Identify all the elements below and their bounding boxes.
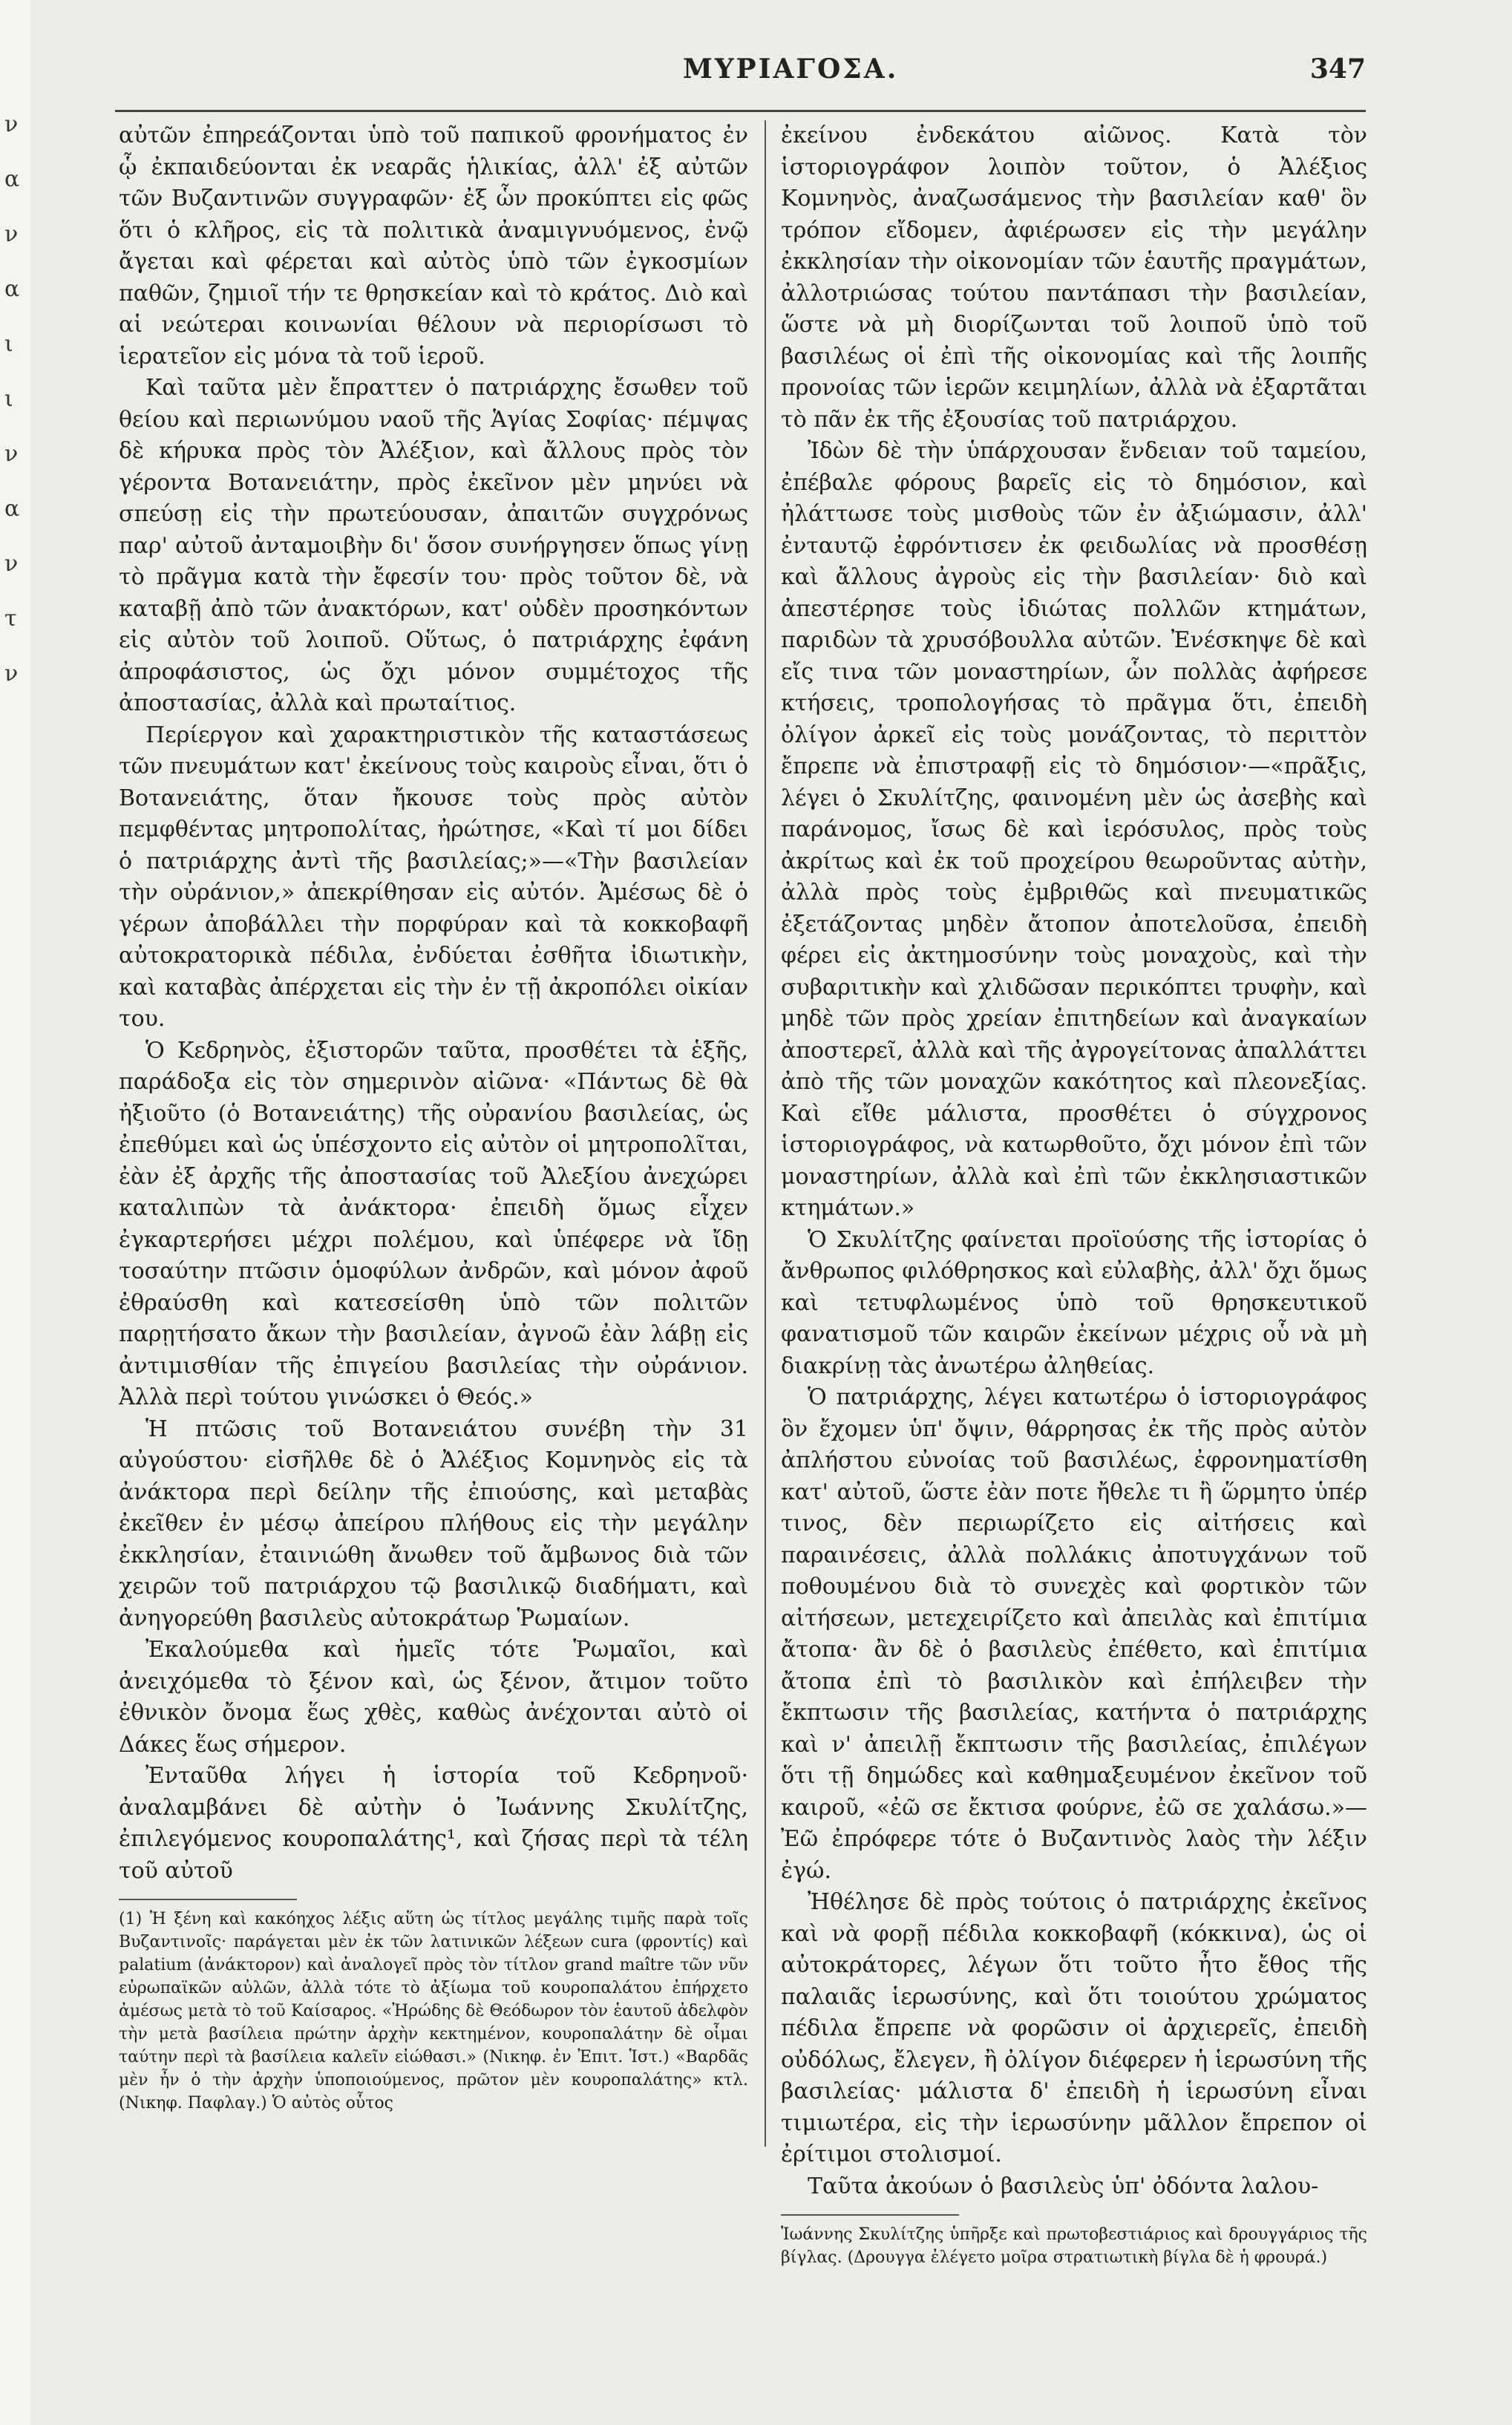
margin-letter: τ	[4, 606, 17, 632]
margin-letter: ι	[4, 386, 13, 412]
left-paragraph-7: Ἐνταῦθα λήγει ἡ ἱστορία τοῦ Κεδρηνοῦ· ἀναλαμβάνει δὲ αὐτὴν ὁ Ἰωάννης Σκυλίτζης, ἐπιλεγόμενος κουροπαλάτης¹, καὶ ζήσας περὶ τὰ τέλη τοῦ αὐτοῦ	[119, 1763, 748, 1884]
footnote-continuation: Ἰωάννης Σκυλίτζης ὑπῆρξε καὶ πρωτοβεστιάριος καὶ δρουγγάριος τῆς βίγλας. (Δρουγγα ἐλέγετο μοῖρα στρατιωτικὴ βίγλα δὲ ἡ φρουρά.)	[781, 2225, 1367, 2267]
margin-letter: ν	[4, 551, 19, 577]
left-paragraph-4: Ὁ Κεδρηνὸς, ἐξιστορῶν ταῦτα, προσθέτει τὰ ἑξῆς, παράδοξα εἰς τὸν σημερινὸν αἰῶνα· «Πάντως δὲ θὰ ἠξιοῦτο (ὁ Βοτανειάτης) τῆς οὐρανίου βασιλείας, ὡς ἐπεθύμει καὶ ὡς ὑπέσχοντο εἰς αὐτὸν οἱ μητροπολῖται, ἐὰν ἐξ ἀρχῆς τῆς ἀποστασίας τοῦ Ἀλεξίου ἀνεχώρει καταλιπὼν τὰ ἀνάκτορα· ἐπειδὴ ὅμως εἶχεν ἐγκαρτερήσει μέχρι πολέμου, καὶ ὑπέφερε νὰ ἴδῃ τοσαύτην πτῶσιν ὁμοφύλων ἀνδρῶν, καὶ μόνον ἀφοῦ ἐθραύσθη καὶ κατεσείσθη ὑπὸ τῶν πολιτῶν παρῃτήσατο ἄκων τὴν βασιλείαν, ἀγνοῶ ἐὰν λάβῃ εἰς ἀντιμισθίαν τῆς ἐπιγείου βασιλείας τὴν οὐράνιον. Ἀλλὰ περὶ τούτου γινώσκει ὁ Θεός.»	[119, 1037, 748, 1410]
left-paragraph-3: Περίεργον καὶ χαρακτηριστικὸν τῆς καταστάσεως τῶν πνευμάτων κατ' ἐκείνους τοὺς καιροὺς εἶναι, ὅτι ὁ Βοτανειάτης, ὅταν ἤκουσε τοὺς πρὸς αὐτὸν πεμφθέντας μητροπολίτας, ἠρώτησε, «Καὶ τί μοι δίδει ὁ πατριάρχης ἀντὶ τῆς βασιλείας;»—«Τὴν βασιλείαν τὴν οὐράνιον,» ἀπεκρίθησαν εἰς αὐτόν. Ἀμέσως δὲ ὁ γέρων ἀποβάλλει τὴν πορφύραν καὶ τὰ κοκκοβαφῆ αὐτοκρατορικὰ πέδιλα, ἐνδύεται ἐσθῆτα ἰδιωτικὴν, καὶ καταβὰς ἀπέρχεται εἰς τὴν ἐν τῇ ἀκροπόλει οἰκίαν του.	[119, 721, 748, 1032]
right-paragraph-4: Ὁ πατριάρχης, λέγει κατωτέρω ὁ ἱστοριογράφος ὃν ἔχομεν ὑπ' ὄψιν, θάρρησας ἐκ τῆς πρὸς αὐτὸν ἀπλήστου εὐνοίας τοῦ βασιλέως, ἐφρονηματίσθη κατ' αὐτοῦ, ὥστε ἐὰν ποτε ἤθελε τι ἢ ὥρμητο ὑπέρ τινος, δὲν περιωρίζετο εἰς αἰτήσεις καὶ παραινέσεις, ἀλλὰ πολλάκις ἀποτυγχάνων τοῦ ποθουμένου διὰ τὸ συνεχὲς καὶ φορτικὸν τῶν αἰτήσεων, μετεχειρίζετο καὶ ἀπειλὰς καὶ ἐπιτίμια ἄτοπα· ἂν δὲ ὁ βασιλεὺς ἐπέθετο, καὶ ἐπιτίμια ἄτοπα ἐπὶ τὸ βασιλικὸν καὶ ἐπήλειβεν τὴν ἔκπτωσιν τῆς βασιλείας, κατήντα ὁ πατριάρχης καὶ ν' ἀπειλῇ ἔκπτωσιν τῆς βασιλείας, ἐπιλέγων ὅτι τῇ δημώδες καὶ καθημαξευμένον ἐκεῖνον τοῦ καιροῦ, «ἐῶ σε ἔκτισα φούρνε, ἐῶ σε χαλάσω.»—Ἐῶ ἐπρόφερε τότε ὁ Βυζαντινὸς λαὸς τὴν λέξιν ἐγώ.	[781, 1384, 1367, 1884]
left-paragraph-2: Καὶ ταῦτα μὲν ἔπραττεν ὁ πατριάρχης ἔσωθεν τοῦ θείου καὶ περιωνύμου ναοῦ τῆς Ἁγίας Σοφίας· πέμψας δὲ κήρυκα πρὸς τὸν Ἀλέξιον, καὶ ἄλλους πρὸς τὸν γέροντα Βοτανειάτην, πρὸς ἐκεῖνον μὲν μηνύει νὰ σπεύσῃ εἰς τὴν πρωτεύουσαν, ἀπαιτῶν συγχρόνως παρ' αὐτοῦ ἀνταμοιβὴν δι' ὅσον συνήργησεν ὅπως γίνῃ τὸ πρᾶγμα κατὰ τὴν ἔφεσίν του· πρὸς τοῦτον δὲ, νὰ καταβῇ ἀπὸ τῶν ἀνακτόρων, κατ' οὐδὲν προσηκόντων εἰς αὐτὸν τοῦ λοιποῦ. Οὕτως, ὁ πατριάρχης ἐφάνη ἀπροφάσιστος, ὡς ὄχι μόνον συμμέτοχος τῆς ἀποστασίας, ἀλλὰ καὶ πρωταίτιος.	[119, 375, 748, 716]
running-head	[119, 53, 1366, 98]
running-title: ΜΥΡΙΑΓΟΣΑ.	[683, 53, 899, 85]
margin-letter: ν	[4, 111, 19, 137]
left-column	[119, 120, 748, 2115]
right-paragraph-6: Ταῦτα ἀκούων ὁ βασιλεὺς ὑπ' ὀδόντα λαλου-	[808, 2173, 1319, 2199]
column-divider	[765, 120, 766, 2147]
right-paragraph-5: Ἠθέλησε δὲ πρὸς τούτοις ὁ πατριάρχης ἐκεῖνος καὶ νὰ φορῇ πέδιλα κοκκοβαφῆ (κόκκινα), ὡς οἱ αὐτοκράτορες, λέγων ὅτι τοῦτο ἦτο ἔθος τῆς παλαιᾶς ἱερωσύνης, καὶ ὅτι τοιούτου χρώματος πέδιλα ἔπρεπε νὰ φορῶσιν οἱ ἀρχιερεῖς, ἐπειδὴ οὐδόλως, ἔλεγεν, ἢ ὀλίγον διέφερεν ἡ ἱερωσύνη τῆς βασιλείας· μάλιστα δ' ἐπειδὴ ἡ ἱερωσύνη εἶναι τιμιωτέρα, εἰς τὴν ἱερωσύνην μᾶλλον ἔπρεπον οἱ ἐρίτιμοι στολισμοί.	[781, 1889, 1367, 2167]
left-paragraph-5: Ἡ πτῶσις τοῦ Βοτανειάτου συνέβη τὴν 31 αὐγούστου· εἰσῆλθε δὲ ὁ Ἀλέξιος Κομνηνὸς εἰς τὰ ἀνάκτορα περὶ δείλην τῆς ἐπιούσης, καὶ μεταβὰς ἐκεῖθεν ἐν μέσῳ ἀπείρου πλήθους εἰς τὴν μεγάλην ἐκκλησίαν, ἐταινιώθη ἄνωθεν τοῦ ἄμβωνος διὰ τῶν χειρῶν τοῦ πατριάρχου τῷ βασιλικῷ διαδήματι, καὶ ἀνηγορεύθη βασιλεὺς αὐτοκράτωρ Ῥωμαίων.	[119, 1416, 748, 1632]
margin-letter: ι	[4, 331, 13, 357]
margin-letter: ν	[4, 441, 19, 467]
margin-letter: α	[4, 276, 20, 302]
margin-letter: α	[4, 166, 20, 192]
right-column	[781, 120, 1367, 2269]
margin-letter: ν	[4, 221, 19, 247]
margin-letters	[4, 111, 25, 716]
footnote-rule-right	[781, 2214, 959, 2216]
adjacent-page-margin	[0, 0, 31, 2425]
right-paragraph-3: Ὁ Σκυλίτζης φαίνεται προϊούσης τῆς ἱστορίας ὁ ἄνθρωπος φιλόθρησκος καὶ εὐλαβὴς, ἀλλ' ὄχι ὅμως καὶ τετυφλωμένος ὑπὸ τοῦ θρησκευτικοῦ φανατισμοῦ τῶν καιρῶν ἐκείνων μέχρις οὗ νὰ μὴ διακρίνῃ τὰς ἀνωτέρω ἀληθείας.	[781, 1226, 1367, 1379]
margin-letter: ν	[4, 661, 19, 687]
left-paragraph-6: Ἐκαλούμεθα καὶ ἡμεῖς τότε Ῥωμαῖοι, καὶ ἀνειχόμεθα τὸ ξένον καὶ, ὡς ξένον, ἄτιμον τοῦτο ἐθνικὸν ὄνομα ἕως χθὲς, καθὼς ἀνέχονται αὐτὸ οἱ Δάκες ἕως σήμερον.	[119, 1637, 748, 1758]
footnote-1: (1) Ἡ ξένη καὶ κακόηχος λέξις αὕτη ὡς τίτλος μεγάλης τιμῆς παρὰ τοῖς Βυζαντινοῖς· παράγεται μὲν ἐκ τῶν λατινικῶν λέξεων cura (φροντίς) καὶ palatium (ἀνάκτορον) καὶ ἀναλογεῖ πρὸς τὸν τίτλον grand maître τῶν νῦν εὐρωπαϊκῶν αὐλῶν, ἀλλὰ τότε τὸ ἀξίωμα τοῦ κουροπαλάτου ἐπήρχετο ἀμέσως μετὰ τὸ τοῦ Καίσαρος. «Ἠρώδης δὲ Θεόδωρον τὸν ἑαυτοῦ ἀδελφὸν τὴν μετὰ βασίλεια πρώτην ἀρχὴν κεκτημένον, κουροπαλάτην δὲ οἶμαι ταύτην περὶ τὰ βασίλεια καλεῖν εἰώθασι.» (Νικηφ. ἐν Ἐπιτ. Ἱστ.) «Βαρδᾶς μὲν ἦν ὁ τὴν ἀρχὴν ὑποποιούμενος, πρῶτον μὲν κουροπαλάτης» κτλ. (Νικηφ. Παφλαγ.) Ὁ αὐτὸς οὗτος	[119, 1910, 748, 2113]
margin-letter: α	[4, 496, 20, 522]
header-rule	[115, 110, 1366, 112]
page-number: 347	[1309, 53, 1366, 85]
footnote-rule	[119, 1899, 297, 1900]
left-paragraph-1: αὐτῶν ἐπηρεάζονται ὑπὸ τοῦ παπικοῦ φρονήματος ἐν ᾧ ἐκπαιδεύονται ἐκ νεαρᾶς ἡλικίας, ἀλλ' ἐξ αὐτῶν τῶν Βυζαντινῶν συγγραφῶν· ἐξ ὧν προκύπτει εἰς φῶς ὅτι ὁ κλῆρος, εἰς τὰ πολιτικὰ ἀναμιγνυόμενος, ἐνῷ ἄγεται καὶ φέρεται καὶ αὐτὸς ὑπὸ τῶν ἐγκοσμίων παθῶν, ζημιοῖ τήν τε θρησκείαν καὶ τὸ κράτος. Διὸ καὶ αἱ νεώτεραι κοινωνίαι θέλουν νὰ περιορίσωσι τὸ ἱερατεῖον εἰς μόνα τὰ τοῦ ἱεροῦ.	[119, 122, 748, 370]
right-paragraph-2: Ἰδὼν δὲ τὴν ὑπάρχουσαν ἔνδειαν τοῦ ταμείου, ἐπέβαλε φόρους βαρεῖς εἰς τὸ δημόσιον, καὶ ἠλάττωσε τοὺς μισθοὺς τῶν ἐν ἀξιώμασιν, ἀλλ' ἐνταυτῷ ἐφρόντισεν ἐκ φειδωλίας νὰ προσθέσῃ καὶ ἄλλους ἀγροὺς εἰς τὴν βασιλείαν· διὸ καὶ ἀπεστέρησε τοὺς ἰδιώτας πολλῶν κτημάτων, παριδὼν τὰ χρυσόβουλλα αὐτῶν. Ἐνέσκηψε δὲ καὶ εἴς τινα τῶν μοναστηρίων, ὧν πολλὰς ἀφήρεσε κτήσεις, τροπολογήσας τὸ πρᾶγμα ὅτι, ἐπειδὴ ὀλίγον ἀρκεῖ εἰς τοὺς μονάζοντας, τὸ περιττὸν ἔπρεπε νὰ ἐπιστραφῇ εἰς τὸ δημόσιον·—«πρᾶξις, λέγει ὁ Σκυλίτζης, φαινομένη μὲν ὡς ἀσεβὴς καὶ παράνομος, ἴσως δὲ καὶ ἱερόσυλος, πρὸς τοὺς ἀκρίτως καὶ ἐκ τοῦ προχείρου θεωροῦντας αὐτὴν, ἀλλὰ πρὸς τοὺς ἐμβριθῶς καὶ πνευματικῶς ἐξετάζοντας μηδὲν ἄτοπον ἀποτελοῦσα, ἐπειδὴ φέρει εἰς ἀκτημοσύνην τοὺς μοναχοὺς, καὶ τὴν συβαριτικὴν καὶ χλιδῶσαν περικόπτει τρυφὴν, καὶ μηδὲ τῶν πρὸς χρείαν ἐπιτηδείων καὶ ἀναγκαίων ἀποστερεῖ, ἀλλὰ καὶ τῆς ἀγρογείτονας ἀπαλλάττει ἀπὸ τῆς τῶν μοναχῶν κακότητος καὶ πλεονεξίας. Καὶ εἴθε μάλιστα, προσθέτει ὁ σύγχρονος ἱστοριογράφος, νὰ κατωρθοῦτο, ὄχι μόνον ἐπὶ τῶν μοναστηρίων, ἀλλὰ καὶ ἐπὶ τῶν ἐκκλησιαστικῶν κτημάτων.»	[781, 438, 1367, 1221]
right-paragraph-1: ἐκείνου ἐνδεκάτου αἰῶνος. Κατὰ τὸν ἱστοριογράφον λοιπὸν τοῦτον, ὁ Ἀλέξιος Κομνηνὸς, ἀναζωσάμενος τὴν βασιλείαν καθ' ὃν τρόπον εἴδομεν, ἀφιέρωσεν εἰς τὴν μεγάλην ἐκκλησίαν τὴν οἰκονομίαν τῶν ἑαυτῆς πραγμάτων, ἀλλοτριώσας τούτου παντάπασι τὴν βασιλείαν, ὥστε νὰ μὴ διορίζωνται τοῦ λοιποῦ ὑπὸ τοῦ βασιλέως οἱ ἐπὶ τῆς οἰκονομίας καὶ τῆς λοιπῆς προνοίας τῶν ἱερῶν κειμηλίων, ἀλλὰ νὰ ἐξαρτᾶται τὸ πᾶν ἐκ τῆς ἐξουσίας τοῦ πατριάρχου.	[781, 122, 1367, 433]
